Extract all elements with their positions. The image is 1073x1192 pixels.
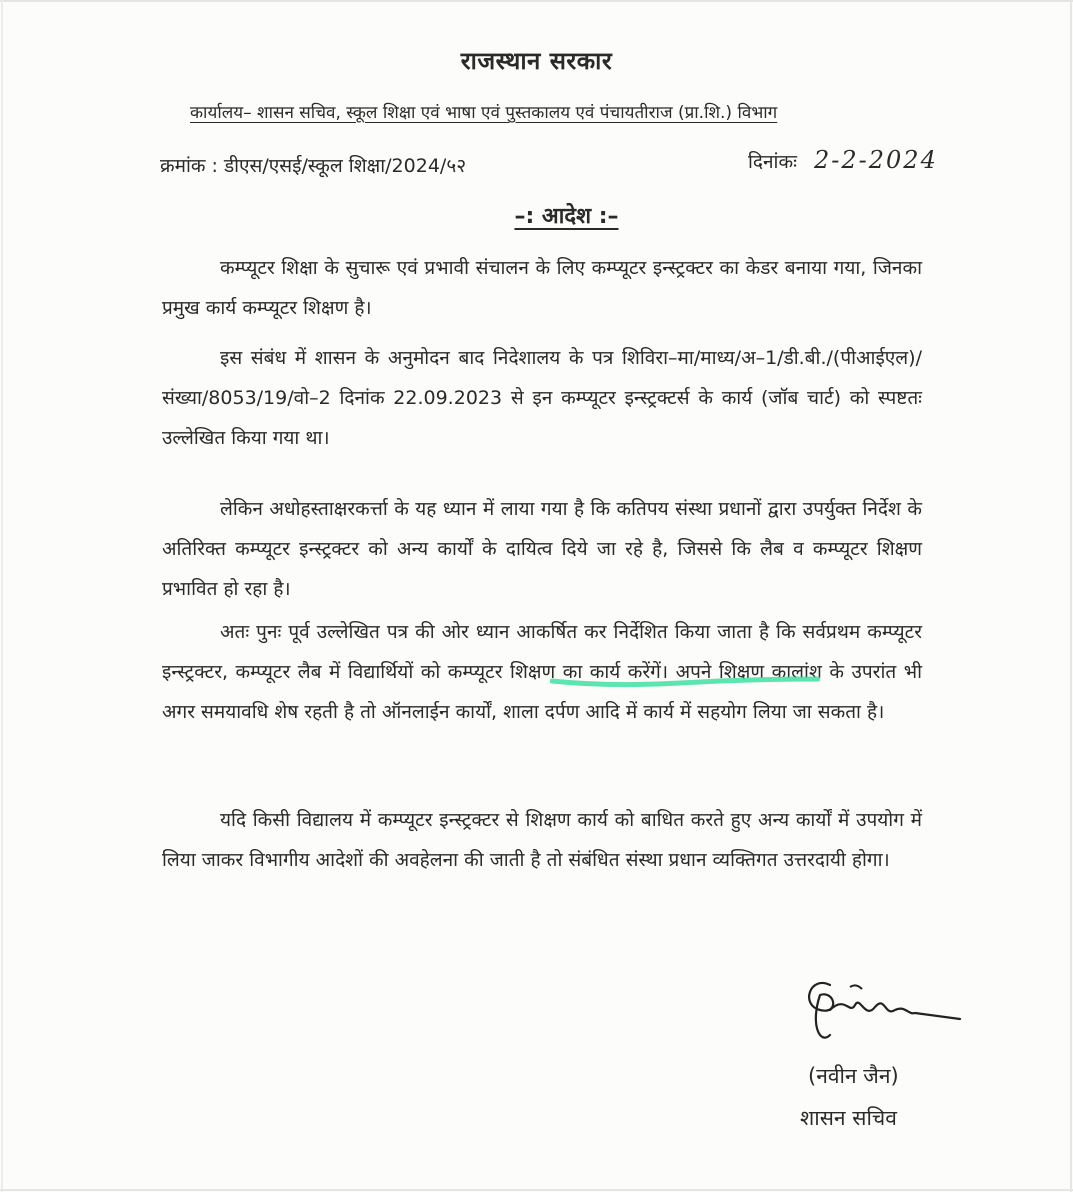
signature-mark xyxy=(790,965,970,1055)
reference-number: क्रमांक : डीएस/एसई/स्कूल शिक्षा/2024/५२ xyxy=(160,155,467,177)
paragraph-3: लेकिन अधोहस्ताक्षरकर्त्ता के यह ध्यान में लाया गया है कि कतिपय संस्था प्रधानों द्वारा उपर्युक्त निर्देश के अतिरिक्त कम्प्यूटर इन्स्ट्रक्टर को अन्य कार्यों के दायित्व दिये जा रहे है, जिससे कि लैब व कम्प्यूटर शिक्षण प्रभावित हो रहा है। xyxy=(162,498,922,600)
paragraph-5: यदि किसी विद्यालय में कम्प्यूटर इन्स्ट्रक्टर से शिक्षण कार्य को बाधित करते हुए अन्य कार्यों में उपयोग में लिया जाकर विभागीय आदेशों की अवहेलना की जाती है तो संबंधित संस्था प्रधान व्यक्तिगत उत्तरदायी होगा। xyxy=(162,809,922,871)
government-heading: राजस्थान सरकार xyxy=(460,47,613,75)
order-title xyxy=(0,200,1073,230)
date-value: 2-2-2024 xyxy=(814,146,938,174)
signatory-designation: शासन सचिव xyxy=(800,1106,897,1130)
signatory-name: (नवीन जैन) xyxy=(808,1064,899,1088)
date-label: दिनांकः xyxy=(748,151,797,173)
paragraph-1: कम्प्यूटर शिक्षा के सुचारू एवं प्रभावी संचालन के लिए कम्प्यूटर इन्स्ट्रक्टर का केडर बनाया गया, जिनका प्रमुख कार्य कम्प्यूटर शिक्षण है। xyxy=(162,257,922,319)
date-block xyxy=(748,146,938,174)
paragraph-4: अतः पुनः पूर्व उल्लेखित पत्र की ओर ध्यान आकर्षित कर निर्देशित किया जाता है कि सर्वप्रथम कम्प्यूटर इन्स्ट्रक्टर, कम्प्यूटर लैब में विद्यार्थियों को कम्प्यूटर शिक्षण का कार्य करेंगें। अपने शिक्षण कालांश के उपरांत भी अगर समयावधि शेष रहती है तो ऑनलाईन कार्यों, शाला दर्पण आदि में कार्य में सहयोग लिया जा सकता है। xyxy=(162,621,922,723)
order-title-text: –: आदेश :– xyxy=(514,204,619,229)
office-line: कार्यालय– शासन सचिव, स्कूल शिक्षा एवं भाषा एवं पुस्तकालय एवं पंचायतीराज (प्रा.शि.) विभाग xyxy=(190,103,778,123)
paragraph-2: इस संबंध में शासन के अनुमोदन बाद निदेशालय के पत्र शिविरा–मा/माध्य/अ–1/डी.बी./(पीआईएल)/संख्या/8053/19/वो–2 दिनांक 22.09.2023 से इन कम्प्यूटर इन्स्ट्रक्टर्स के कार्य (जॉब चार्ट) को स्पष्टतः उल्लेखित किया गया था। xyxy=(162,347,922,449)
